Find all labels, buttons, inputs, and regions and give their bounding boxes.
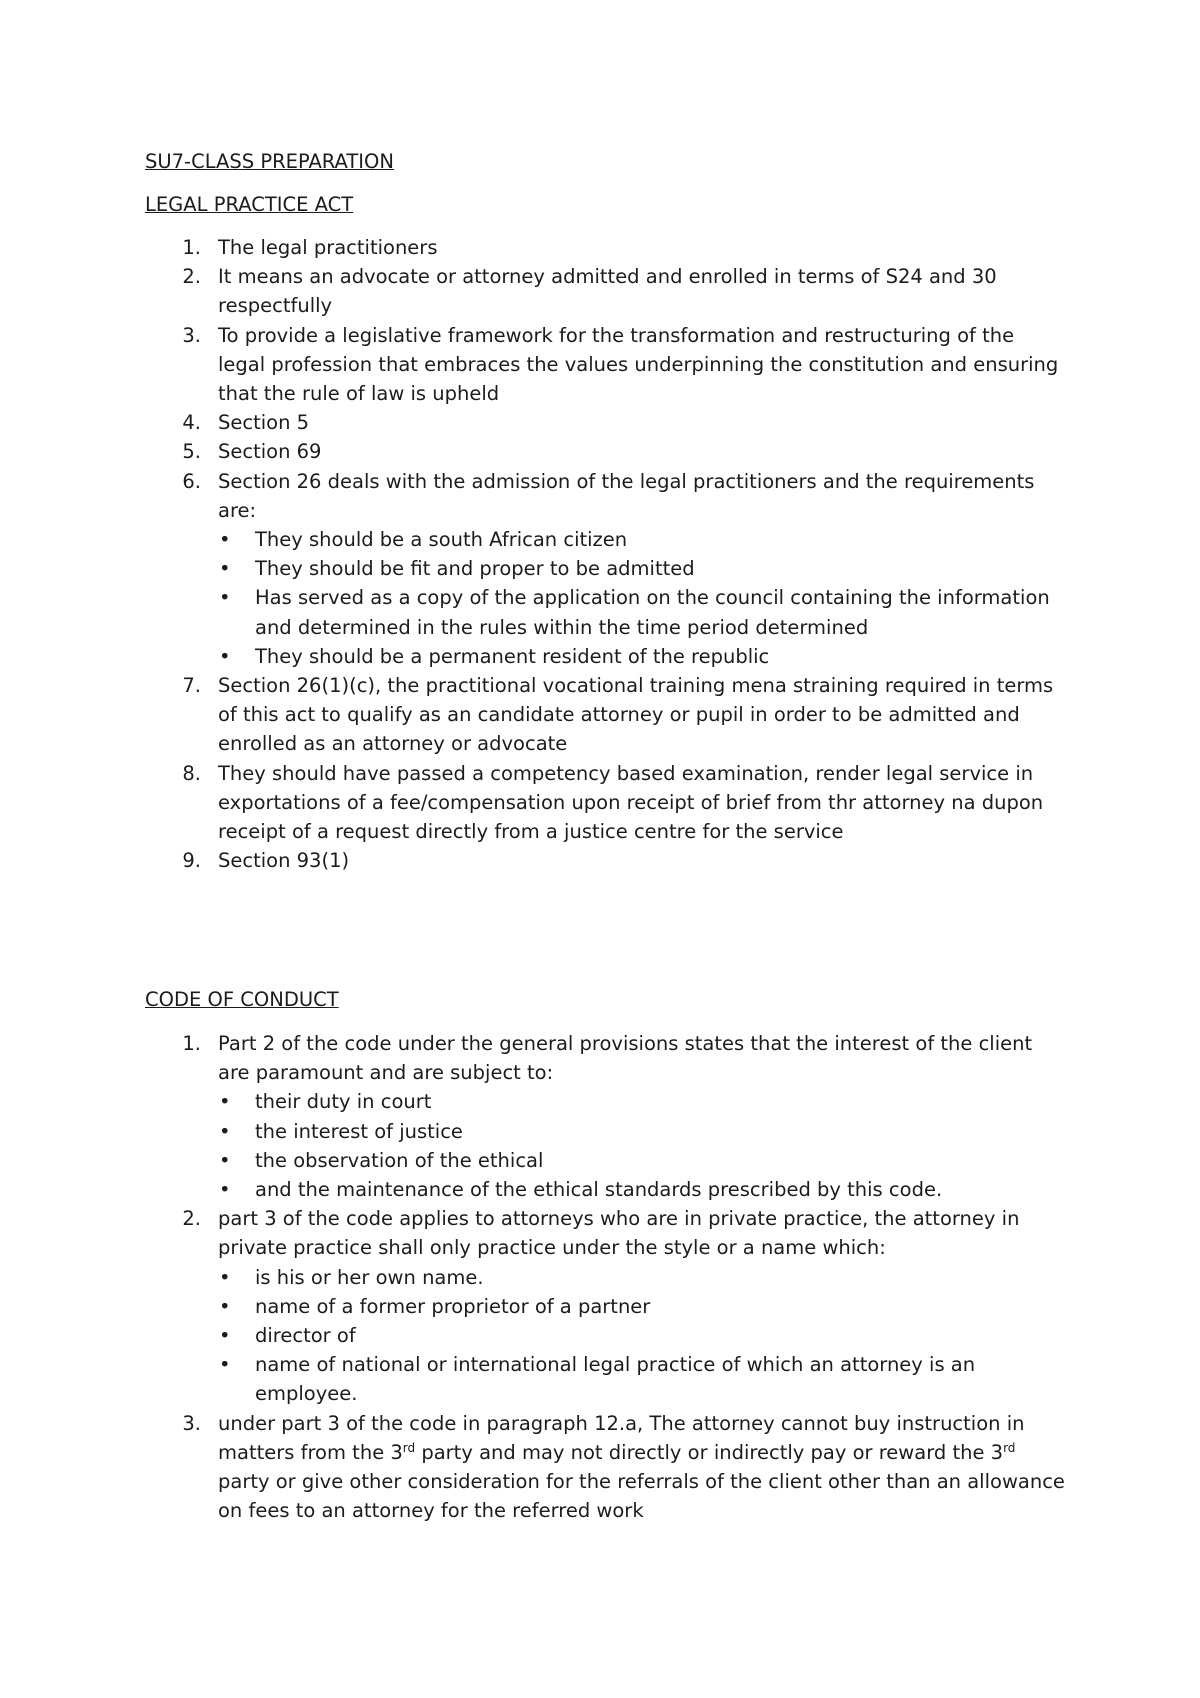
bullet-item: • the observation of the ethical (218, 1146, 1065, 1175)
bullet-item: • Has served as a copy of the application on the council containing the information and determined in the rules within the time period determined (218, 583, 1065, 641)
client-interest-bullet-list (218, 1087, 1065, 1204)
bullet-item: • their duty in court (218, 1087, 1065, 1116)
bullet-item: • and the maintenance of the ethical standards prescribed by this code. (218, 1175, 1065, 1204)
list-item: 3. under part 3 of the code in paragraph 12.a, The attorney cannot buy instruction in matters from the 3rd party and may not directly or indirectly pay or reward the 3rd party or give other consideration for the referrals of the client other than an allowance on fees to an attorney for the referred work (182, 1411, 1065, 1523)
list-item: 2. It means an advocate or attorney admitted and enrolled in terms of S24 and 30 respectfully (182, 265, 997, 318)
list-item: 6. Section 26 deals with the admission of the legal practitioners and the requirements are: • They should be a south African citizen • They should be fit and proper to be admitted • Has served as a copy of the application on the council containing the information and determined in the rules within the time period determined • They should be a permanent resident of the republic (145, 467, 1065, 671)
requirements-bullet-list (218, 525, 1065, 671)
list-item: 3. To provide a legislative framework for the transformation and restructuring of the legal profession that embraces the values underpinning the constitution and ensuring that the rule of law is upheld (182, 323, 1059, 406)
bullet-item: • They should be a south African citizen (218, 525, 1065, 554)
section-heading-legal-practice-act: LEGAL PRACTICE ACT (145, 193, 354, 216)
list-item: 1. Part 2 of the code under the general provisions states that the interest of the client are paramount and are subject to: • their duty in court • the interest of justice • the observation of the ethical • and the maintenance of the ethical standards prescribed by this code. (145, 1029, 1065, 1204)
list-item: 8. They should have passed a competency based examination, render legal service in exportations of a fee/compensation upon receipt of brief from thr attorney na dupon receipt of a request directly from a justice centre for the service (182, 761, 1044, 844)
list-item: 4. Section 5 (182, 411, 310, 435)
bullet-item: • name of national or international legal practice of which an attorney is an employee. (218, 1350, 1065, 1408)
list-item: 5. Section 69 (182, 440, 322, 464)
code-of-conduct-list (145, 1029, 1065, 1525)
bullet-item: • the interest of justice (218, 1117, 1065, 1146)
practice-name-bullet-list (218, 1263, 1065, 1409)
bullet-item: • They should be a permanent resident of the republic (218, 642, 1065, 671)
list-item: 7. Section 26(1)(c), the practitional vocational training mena straining required in terms of this act to qualify as an candidate attorney or pupil in order to be admitted and enrolled as an attorney or advocate (182, 674, 1054, 756)
bullet-item: • They should be fit and proper to be admitted (218, 554, 1065, 583)
bullet-item: • director of (218, 1321, 1065, 1350)
bullet-item: • name of a former proprietor of a partner (218, 1292, 1065, 1321)
document-title: SU7-CLASS PREPARATION (145, 150, 394, 173)
list-item: 2. part 3 of the code applies to attorneys who are in private practice, the attorney in private practice shall only practice under the style or a name which: • is his or her own name. • name of a former proprietor of a partner • director of • name of national or international legal practice of which an attorney is an employee. (145, 1204, 1065, 1408)
list-item: 1. The legal practitioners (182, 236, 438, 259)
section-heading-code-of-conduct: CODE OF CONDUCT (145, 988, 339, 1011)
legal-practice-act-list (145, 233, 1065, 875)
list-item: 9. Section 93(1) (182, 849, 350, 873)
bullet-item: • is his or her own name. (218, 1263, 1065, 1292)
